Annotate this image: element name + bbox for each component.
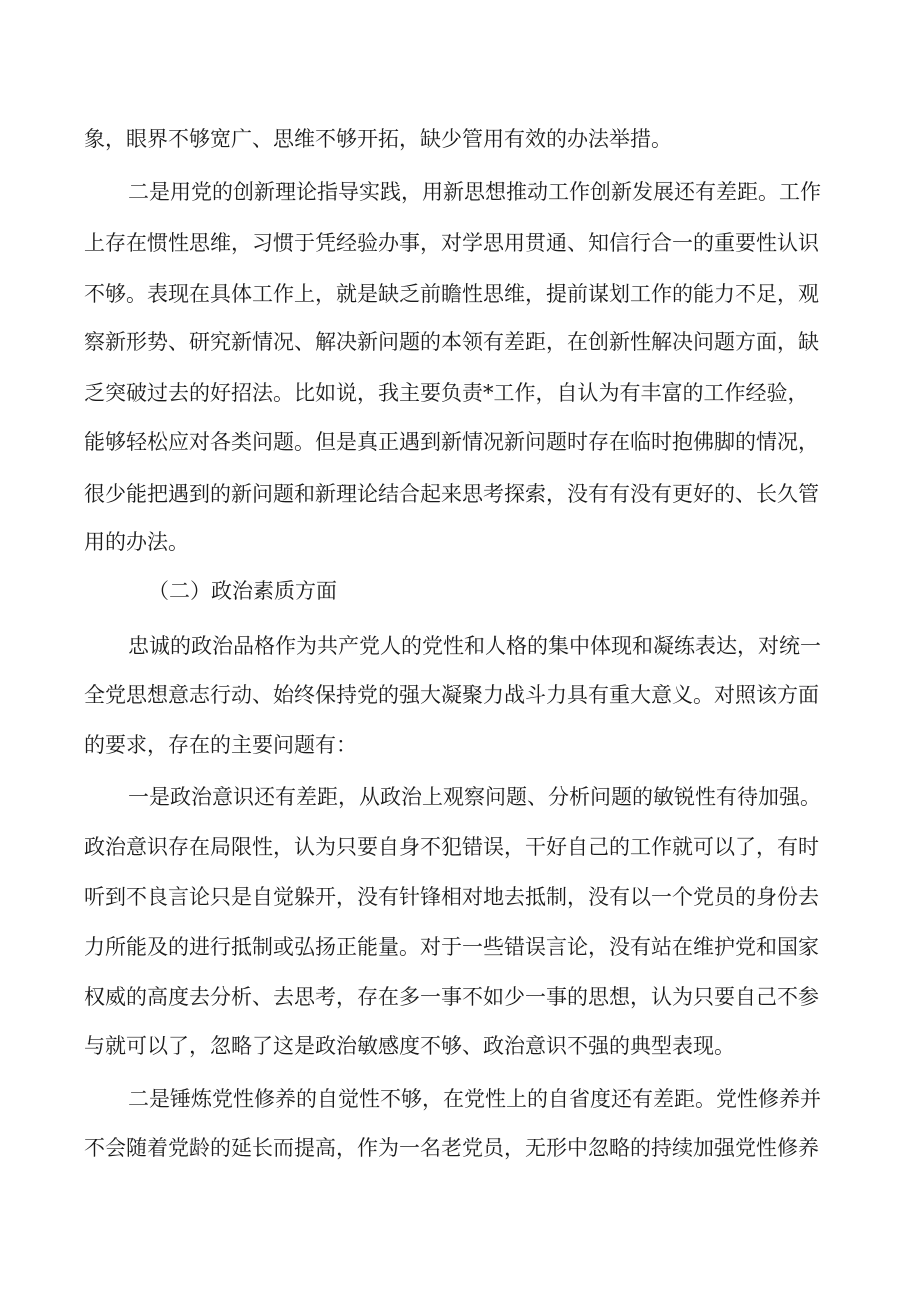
paragraph-start-line: 一是政治意识还有差距，从政治上观察问题、分析问题的敏锐性有待加强。 [128,785,821,809]
text-line: 察新形势、研究新情况、解决新问题的本领有差距，在创新性解决问题方面，缺 [84,330,819,354]
paragraph-start-line: 二是用党的创新理论指导实践，用新思想推动工作创新发展还有差距。工作 [128,180,821,204]
text-line: 与就可以了，忽略了这是政治敏感度不够、政治意识不强的典型表现。 [84,1034,735,1058]
text-line: 听到不良言论只是自觉躲开，没有针锋相对地去抵制，没有以一个党员的身份去 [84,885,819,909]
text-line: 象，眼界不够宽广、思维不够开拓，缺少管用有效的办法举措。 [84,127,672,151]
text-line: 能够轻松应对各类问题。但是真正遇到新情况新问题时存在临时抱佛脚的情况， [84,430,819,454]
text-line: 力所能及的进行抵制或弘扬正能量。对于一些错误言论，没有站在维护党和国家 [84,935,819,959]
text-line: 乏突破过去的好招法。比如说，我主要负责*工作，自认为有丰富的工作经验， [84,381,809,405]
text-line: 上存在惯性思维，习惯于凭经验办事，对学思用贯通、知信行合一的重要性认识 [84,231,819,255]
text-line: 不够。表现在具体工作上，就是缺乏前瞻性思维，提前谋划工作的能力不足，观 [84,282,819,306]
text-line: 全党思想意志行动、始终保持党的强大凝聚力战斗力具有重大意义。对照该方面 [84,683,819,707]
text-line: 权威的高度去分析、去思考，存在多一事不如少一事的思想，认为只要自己不参 [84,985,819,1009]
text-line: 政治意识存在局限性，认为只要自身不犯错误，干好自己的工作就可以了，有时 [84,835,819,859]
text-line: 用的办法。 [84,530,189,554]
text-line: 很少能把遇到的新问题和新理论结合起来思考探索，没有有没有更好的、长久管 [84,482,819,506]
text-line: 不会随着党龄的延长而提高，作为一名老党员，无形中忽略的持续加强党性修养 [84,1136,819,1160]
section-heading: （二）政治素质方面 [148,579,337,603]
paragraph-start-line: 忠诚的政治品格作为共产党人的党性和人格的集中体现和凝练表达，对统一 [128,634,821,658]
paragraph-start-line: 二是锤炼党性修养的自觉性不够，在党性上的自省度还有差距。党性修养并 [128,1087,821,1111]
text-line: 的要求，存在的主要问题有： [84,733,357,757]
